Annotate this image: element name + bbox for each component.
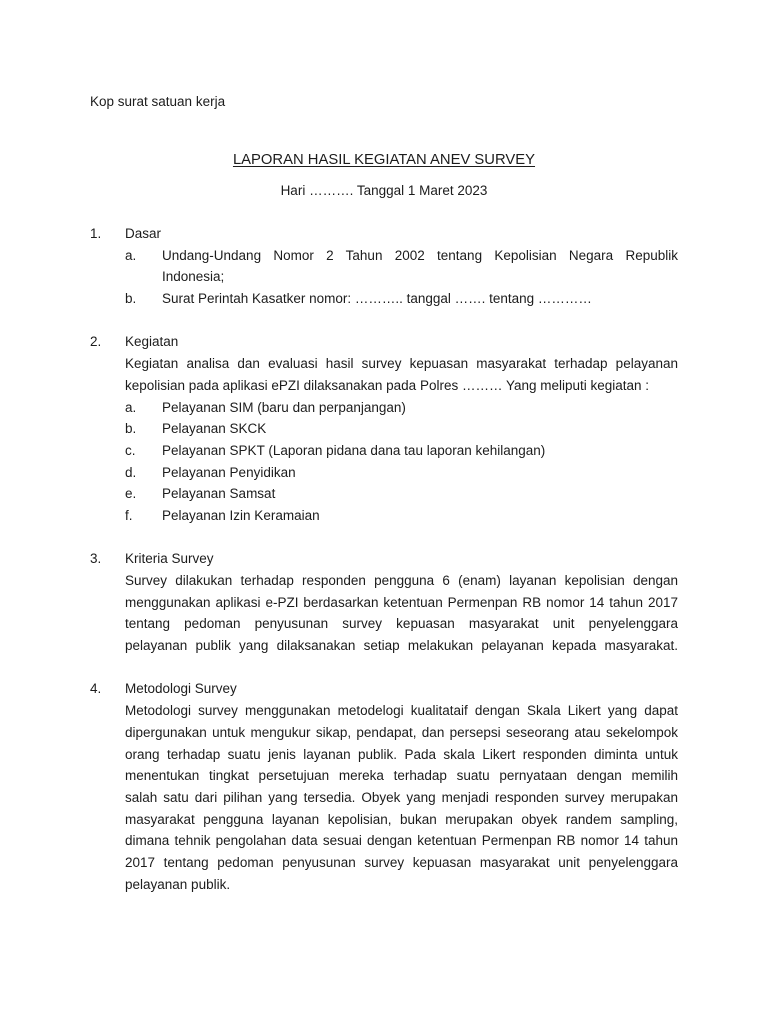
paragraph-line xyxy=(90,874,678,896)
section-kegiatan xyxy=(90,331,678,526)
paragraph-line xyxy=(90,809,678,831)
list-letter: f. xyxy=(125,507,133,523)
paragraph-text: pelayanan publik. xyxy=(125,876,231,892)
paragraph-text: dipergunakan untuk mengukur sikap, pendapat, dan persepsi seseorang atau sekelompok xyxy=(125,724,678,740)
list-item-text: Pelayanan SIM (baru dan perpanjangan) xyxy=(162,399,406,415)
report-date-line: Hari ………. Tanggal 1 Maret 2023 xyxy=(280,183,488,198)
paragraph-text: tentang pedoman penyusunan survey kepuasan masyarakat unit penyelenggara xyxy=(125,616,678,632)
paragraph-text: Metodologi survey menggunakan metodelogi kualitataif dengan Skala Likert yang dapat xyxy=(125,703,678,719)
list-item-text: Pelayanan Penyidikan xyxy=(162,464,296,480)
list-item xyxy=(90,505,678,527)
list-item-text: Pelayanan Samsat xyxy=(162,486,276,502)
list-item xyxy=(90,462,678,484)
list-item xyxy=(90,483,678,505)
list-letter: e. xyxy=(125,486,137,502)
paragraph-line xyxy=(90,700,678,722)
list-item xyxy=(90,418,678,440)
section-metodologi-survey xyxy=(90,678,678,895)
paragraph-line xyxy=(90,375,678,397)
paragraph-text: menentukan tingkat persetujuan mereka terhadap suatu pernyataan dengan memilih xyxy=(125,768,678,784)
section-heading-row xyxy=(90,223,678,245)
report-body xyxy=(90,223,678,917)
section-heading: Metodologi Survey xyxy=(125,681,237,697)
list-letter: b. xyxy=(125,291,137,307)
list-item-text: Pelayanan Izin Keramaian xyxy=(162,507,320,523)
list-letter: c. xyxy=(125,442,136,458)
list-item-text: Indonesia; xyxy=(162,269,225,285)
paragraph-line xyxy=(90,570,678,592)
list-item xyxy=(90,397,678,419)
section-heading-row xyxy=(90,331,678,353)
paragraph-text: salah satu dari pilihan yang tersedia. Obyek yang menjadi responden survey merupakan xyxy=(125,789,678,805)
paragraph-line xyxy=(90,592,678,614)
list-item-continuation xyxy=(90,266,678,288)
section-heading-row xyxy=(90,678,678,700)
paragraph-text: masyarakat pengguna layanan kepolisian, bukan merupakan obyek randem sampling, xyxy=(125,811,678,827)
paragraph-line xyxy=(90,787,678,809)
list-letter: b. xyxy=(125,421,137,437)
section-kriteria-survey xyxy=(90,548,678,656)
list-item-text: Pelayanan SPKT (Laporan pidana dana tau laporan kehilangan) xyxy=(162,442,546,458)
list-letter: a. xyxy=(125,247,137,263)
list-item xyxy=(90,288,678,310)
list-item-text: Surat Perintah Kasatker nomor: ……….. tanggal ……. tentang ………… xyxy=(162,291,592,307)
paragraph-text: menggunakan aplikasi e-PZI berdasarkan ketentuan Permenpan RB nomor 14 tahun 2017 xyxy=(125,594,678,610)
section-heading: Kegiatan xyxy=(125,334,179,350)
paragraph-line xyxy=(90,852,678,874)
paragraph-text: orang terhadap suatu jenis layanan publik. Pada skala Likert responden diminta untuk xyxy=(125,746,678,762)
paragraph-line xyxy=(90,765,678,787)
list-item xyxy=(90,440,678,462)
section-dasar xyxy=(90,223,678,310)
paragraph-text: 2017 tentang pedoman penyusunan survey kepuasan masyarakat unit penyelenggara xyxy=(125,854,678,870)
section-number: 3. xyxy=(90,551,102,567)
report-title: LAPORAN HASIL KEGIATAN ANEV SURVEY xyxy=(232,152,536,168)
letterhead-placeholder: Kop surat satuan kerja xyxy=(90,94,226,109)
paragraph-line xyxy=(90,744,678,766)
paragraph-text: Survey dilakukan terhadap responden pengguna 6 (enam) layanan kepolisian dengan xyxy=(125,573,678,588)
paragraph-text: pelayanan publik yang dilaksanakan setiap melakukan pelayanan kepada masyarakat. xyxy=(125,638,678,654)
list-item-text: Pelayanan SKCK xyxy=(162,421,267,437)
list-item xyxy=(90,245,678,267)
section-heading: Dasar xyxy=(125,226,162,241)
paragraph-line xyxy=(90,635,678,657)
list-letter: d. xyxy=(125,464,137,480)
paragraph-text: dimana tehnik pengolahan data sesuai dengan ketentuan Permenpan RB nomor 14 tahun xyxy=(125,833,678,849)
paragraph-line xyxy=(90,830,678,852)
paragraph-line xyxy=(90,613,678,635)
section-heading: Kriteria Survey xyxy=(125,551,214,567)
section-number: 2. xyxy=(90,334,102,350)
list-letter: a. xyxy=(125,399,137,415)
paragraph-text: Kegiatan analisa dan evaluasi hasil survey kepuasan masyarakat terhadap pelayanan xyxy=(125,356,678,372)
section-number: 1. xyxy=(90,226,102,241)
paragraph-line xyxy=(90,722,678,744)
section-number: 4. xyxy=(90,681,102,697)
list-item-text: Undang-Undang Nomor 2 Tahun 2002 tentang Kepolisian Negara Republik xyxy=(162,247,678,263)
section-heading-row xyxy=(90,548,678,570)
paragraph-line xyxy=(90,353,678,375)
paragraph-text: kepolisian pada aplikasi ePZI dilaksanakan pada Polres ……… Yang meliputi kegiatan : xyxy=(125,377,650,393)
